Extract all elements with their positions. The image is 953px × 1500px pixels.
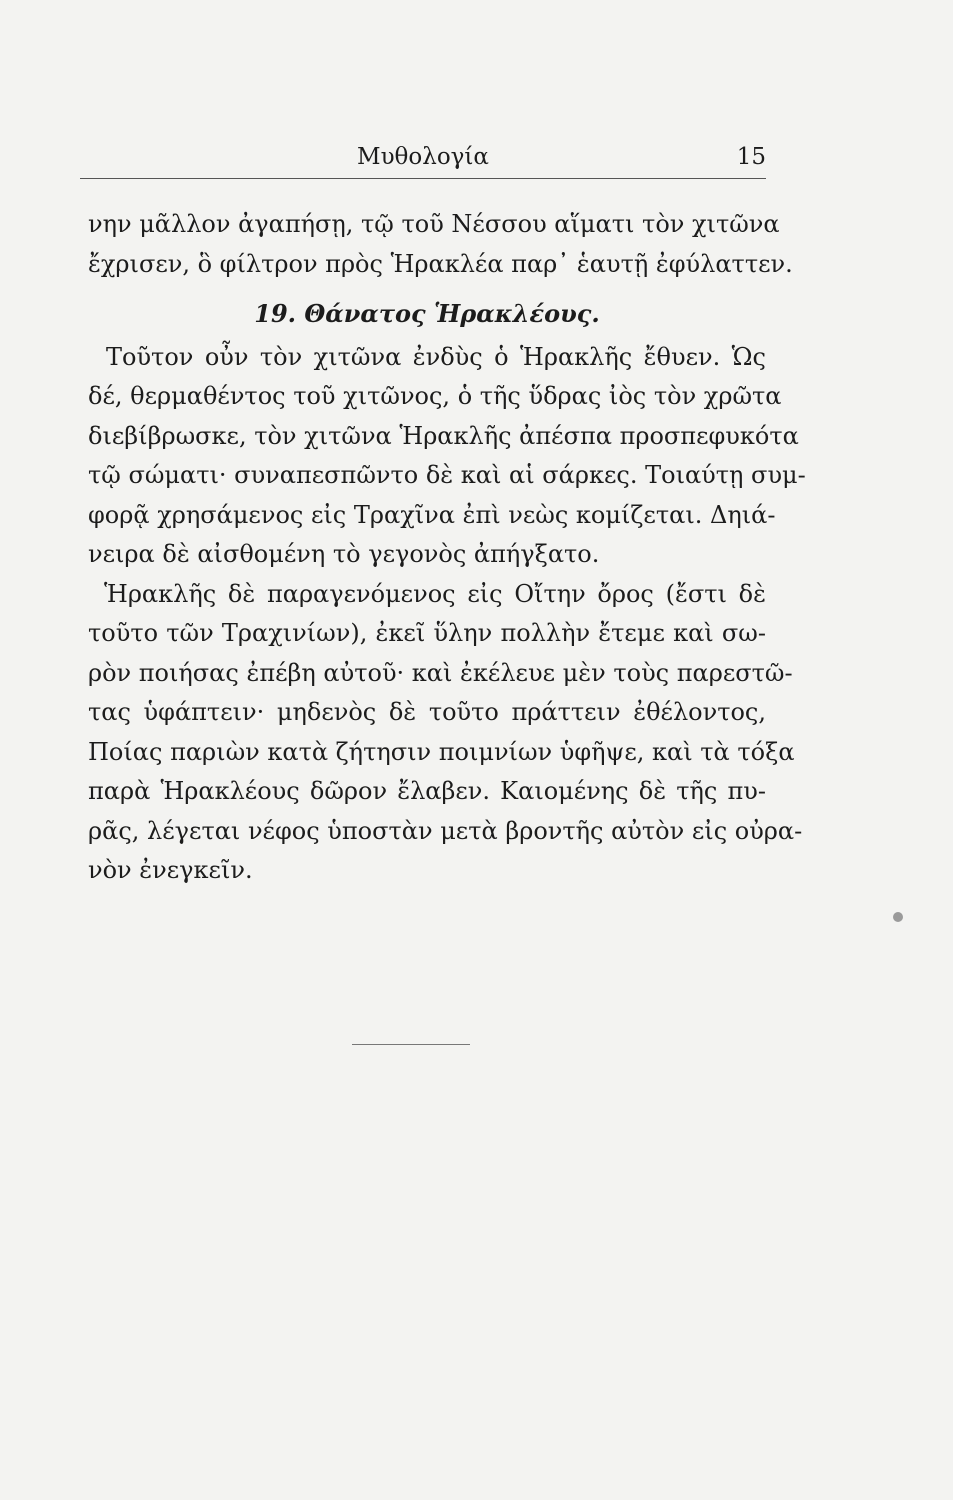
text-line: νην μᾶλλον ἀγαπήσῃ, τῷ τοῦ Νέσσου αἵματι τὸν χιτῶνα (88, 210, 780, 238)
header-rule (80, 178, 766, 179)
text-line: ρὸν ποιήσας ἐπέβη αὐτοῦ· καὶ ἐκέλευε μὲν τοὺς παρεστῶ- (88, 658, 793, 687)
page-number: 15 (736, 144, 766, 170)
text-line: τας ὑφάπτειν· μηδενὸς δὲ τοῦτο πράττειν ἐθέλοντος, (88, 698, 766, 726)
text-line: τῷ σώματι· συναπεσπῶντο δὲ καὶ αἱ σάρκες. Τοιαύτῃ συμ- (88, 461, 806, 489)
text-line: Ποίας παριὼν κατὰ ζήτησιν ποιμνίων ὑφῆψε, καὶ τὰ τόξα (88, 737, 795, 766)
footer-rule (352, 1044, 470, 1045)
section-heading: 19. Θάνατος Ἡρακλέους. (254, 299, 600, 328)
text-line: Ἡρακλῆς δὲ παραγενόμενος εἰς Οἴτην ὄρος (ἔστι δὲ (104, 579, 766, 608)
running-title: Μυθολογία (357, 144, 489, 170)
ink-speck (893, 912, 903, 922)
paragraph-continuation (88, 205, 793, 284)
text-line: τοῦτο τῶν Τραχινίων), ἐκεῖ ὕλην πολλὴν ἔτεμε καὶ σω- (88, 619, 766, 647)
text-line: Τοῦτον οὖν τὸν χιτῶνα ἐνδὺς ὁ Ἡρακλῆς ἔθυεν. Ὡς (106, 342, 766, 371)
body-text (88, 205, 806, 891)
paragraph-death-of-heracles (88, 338, 806, 575)
text-line: ρᾶς, λέγεται νέφος ὑποστὰν μετὰ βροντῆς αὐτὸν εἰς οὐρα- (88, 816, 803, 845)
running-head (80, 140, 766, 176)
text-line: ἔχρισεν, ὃ φίλτρον πρὸς Ἡρακλέα παρ᾽ ἑαυτῇ ἐφύλαττεν. (88, 249, 793, 278)
text-line: νὸν ἐνεγκεῖν. (88, 856, 253, 884)
text-line: παρὰ Ἡρακλέους δῶρον ἔλαβεν. Καιομένης δὲ τῆς πυ- (88, 777, 766, 805)
paragraph-pyre (88, 575, 803, 891)
text-line: δέ, θερμαθέντος τοῦ χιτῶνος, ὁ τῆς ὕδρας ἰὸς τὸν χρῶτα (88, 382, 782, 410)
text-line: φορᾷ χρησάμενος εἰς Τραχῖνα ἐπὶ νεὼς κομίζεται. Δηιά- (88, 500, 776, 529)
text-line: διεβίβρωσκε, τὸν χιτῶνα Ἡρακλῆς ἀπέσπα προσπεφυκότα (88, 421, 799, 450)
text-line: νειρα δὲ αἰσθομένη τὸ γεγονὸς ἀπήγξατο. (88, 540, 600, 568)
